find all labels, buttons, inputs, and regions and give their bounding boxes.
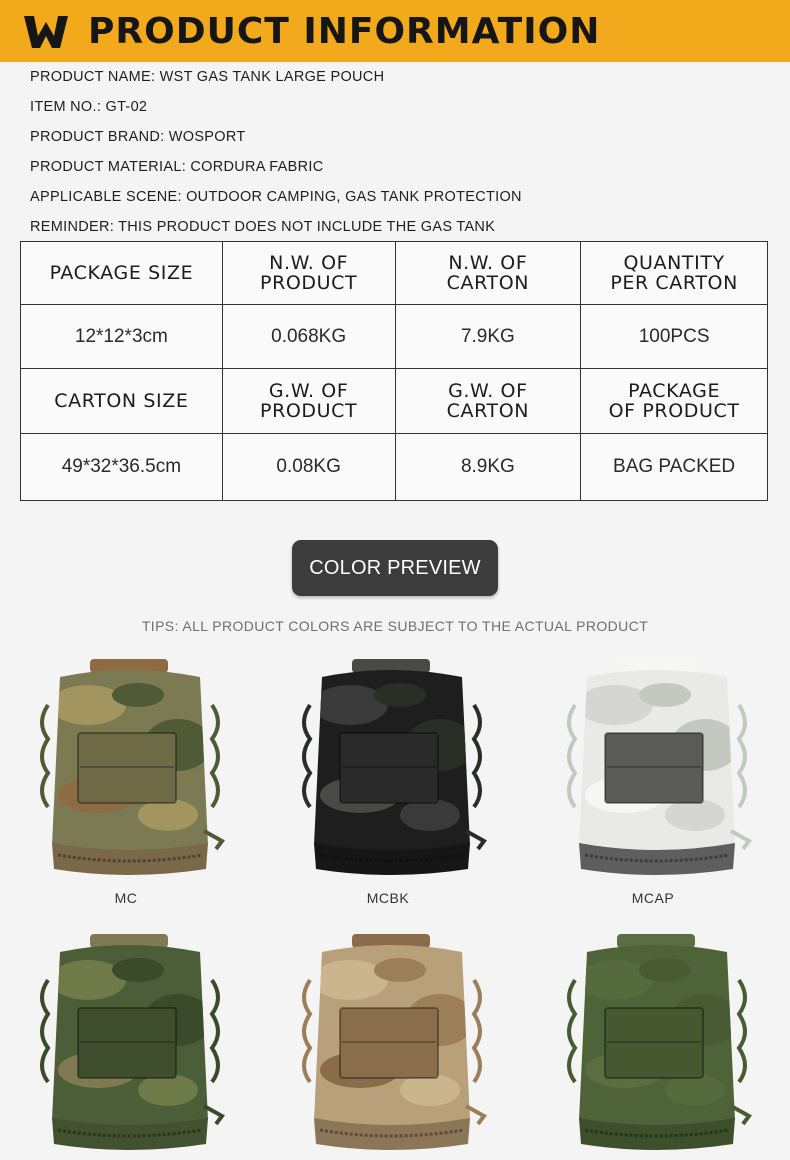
color-label: MC (114, 890, 138, 906)
product-info-list (30, 62, 770, 242)
color-preview-button[interactable]: COLOR PREVIEW (292, 540, 498, 596)
spec-header-cell: QUANTITY PER CARTON (581, 242, 768, 305)
gas-tank-pouch-image (555, 930, 755, 1160)
product-image (28, 930, 228, 1160)
spec-header-cell: CARTON SIZE (21, 369, 223, 433)
spec-header-cell: PACKAGE OF PRODUCT (581, 369, 768, 433)
spec-value-cell: 7.9KG (395, 305, 581, 369)
spec-value-cell: 0.08KG (222, 433, 395, 500)
info-product-name: PRODUCT NAME: WST GAS TANK LARGE POUCH (30, 69, 385, 85)
spec-header-cell: G.W. OF PRODUCT (222, 369, 395, 433)
spec-value-cell: 0.068KG (222, 305, 395, 369)
product-image (28, 655, 228, 885)
gas-tank-pouch-image (28, 930, 228, 1160)
product-image (290, 655, 490, 885)
product-image (555, 930, 755, 1160)
gas-tank-pouch-image (555, 655, 755, 885)
page-title: PRODUCT INFORMATION (88, 11, 601, 52)
spec-row (21, 433, 768, 500)
spec-header-cell: N.W. OF CARTON (395, 242, 581, 305)
spec-value-cell: 49*32*36.5cm (21, 433, 223, 500)
gas-tank-pouch-image (28, 655, 228, 885)
product-image (290, 930, 490, 1160)
spec-header-cell: PACKAGE SIZE (21, 242, 223, 305)
info-material: PRODUCT MATERIAL: CORDURA FABRIC (30, 159, 324, 175)
spec-header-cell: G.W. OF CARTON (395, 369, 581, 433)
info-reminder: REMINDER: THIS PRODUCT DOES NOT INCLUDE THE GAS TANK (30, 219, 496, 235)
spec-row (21, 242, 768, 305)
product-image (555, 655, 755, 885)
spec-row (21, 305, 768, 369)
spec-value-cell: 12*12*3cm (21, 305, 223, 369)
spec-value-cell: 100PCS (581, 305, 768, 369)
gas-tank-pouch-image (290, 930, 490, 1160)
info-scene: APPLICABLE SCENE: OUTDOOR CAMPING, GAS TANK PROTECTION (30, 189, 522, 205)
info-item-no: ITEM NO.: GT-02 (30, 99, 148, 115)
spec-value-cell: BAG PACKED (581, 433, 768, 500)
spec-value-cell: 8.9KG (395, 433, 581, 500)
gas-tank-pouch-image (290, 655, 490, 885)
spec-header-cell: N.W. OF PRODUCT (222, 242, 395, 305)
color-label: MCBK (366, 890, 410, 906)
ws-logo-icon (22, 12, 70, 52)
info-brand: PRODUCT BRAND: WOSPORT (30, 129, 246, 145)
header-banner (0, 0, 790, 62)
spec-table (20, 241, 768, 501)
spec-row (21, 369, 768, 433)
color-label: MCAP (631, 890, 675, 906)
color-tips: TIPS: ALL PRODUCT COLORS ARE SUBJECT TO THE ACTUAL PRODUCT (141, 618, 649, 634)
